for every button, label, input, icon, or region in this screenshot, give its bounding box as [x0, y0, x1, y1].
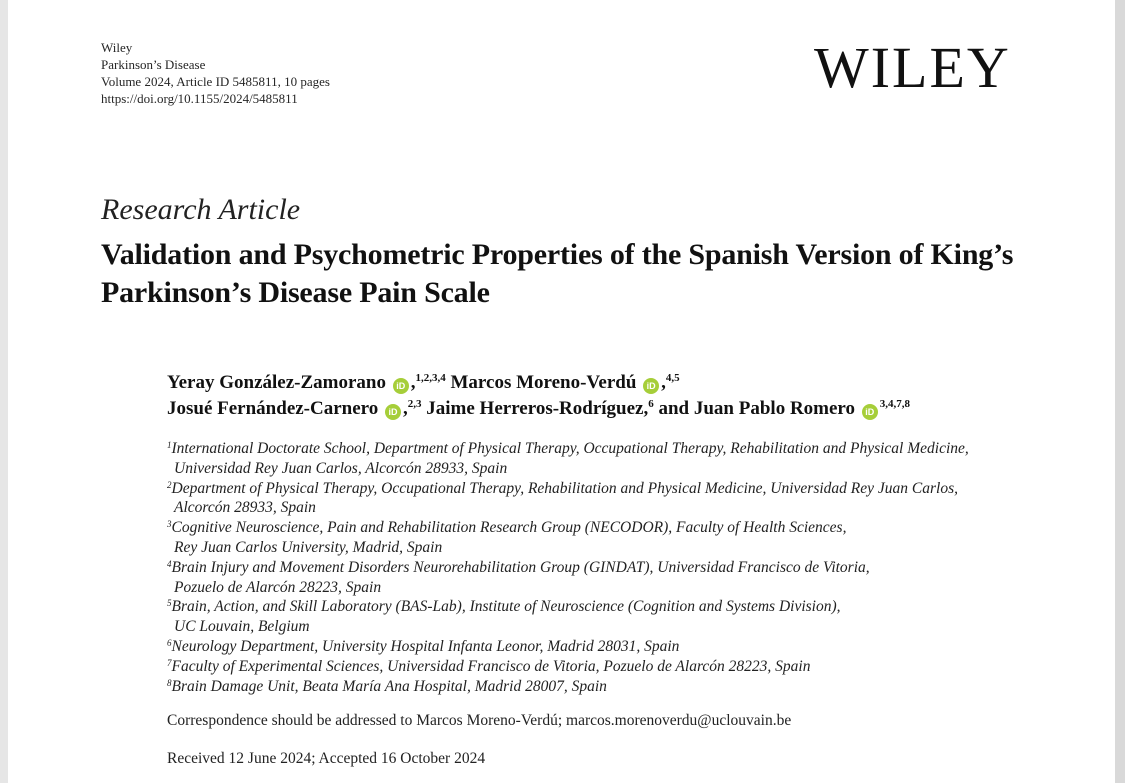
affiliation-item: $^2$Department of Physical Therapy, Occupational Therapy, Rehabilitation and Physical Medicine, Universidad Rey Juan Carlos, Alcorcón 28933, Spain [167, 479, 958, 517]
journal-header [101, 39, 330, 107]
orcid-icon[interactable]: iD [643, 378, 659, 394]
journal-name: Parkinson’s Disease [101, 57, 206, 72]
received-dates: Received 12 June 2024; Accepted 16 October 2024 [167, 750, 486, 767]
correspondence-line: Correspondence should be addressed to Marcos Moreno-Verdú; marcos.morenoverdu@uclouvain.be [167, 712, 792, 729]
author-affiliation-refs: 4,5 [665, 372, 680, 384]
volume-info: Volume 2024, Article ID 5485811, 10 pages [101, 74, 330, 89]
author-name[interactable]: Yeray González-Zamorano [167, 372, 386, 393]
orcid-icon[interactable]: iD [385, 404, 401, 420]
author-name[interactable]: Josué Fernández-Carnero [167, 398, 379, 419]
doi-link[interactable]: https://doi.org/10.1155/2024/5485811 [101, 91, 298, 106]
affiliation-item: $^3$Cognitive Neuroscience, Pain and Rehabilitation Research Group (NECODOR), Faculty of Health Sciences, Rey Juan Carlos University, Madrid, Spain [167, 519, 847, 556]
author-name[interactable]: Jaime Herreros-Rodríguez [426, 398, 644, 419]
article-type: Research Article [101, 193, 301, 226]
orcid-icon[interactable]: iD [393, 378, 409, 394]
affiliation-item: $^1$International Doctorate School, Department of Physical Therapy, Occupational Therapy, Rehabilitation and Physical Medicine, Universidad Rey Juan Carlos, Alcorcón 28933, Spain [167, 440, 969, 477]
author-name[interactable]: Juan Pablo Romero [693, 398, 856, 419]
author-affiliation-refs: 1,2,3,4 [415, 372, 446, 384]
viewer-left-margin [0, 0, 8, 783]
wiley-logo: WILEY [814, 35, 1011, 100]
paper-page [8, 0, 1115, 783]
publisher-name: Wiley [101, 40, 133, 55]
affiliation-item: $^8$Brain Damage Unit, Beata María Ana Hospital, Madrid 28007, Spain [167, 677, 607, 695]
author-line-1: Yeray González-Zamorano iD ,$^{1,2,3,4}$ Marcos Moreno-Verdú iD ,$^{4,5}$ [167, 372, 680, 393]
affiliation-item: $^6$Neurology Department, University Hospital Infanta Leonor, Madrid 28031, Spain [167, 637, 680, 655]
author-affiliation-refs: 3,4,7,8 [879, 398, 911, 410]
viewer-scrollbar[interactable] [1115, 0, 1125, 783]
orcid-icon[interactable]: iD [862, 404, 878, 420]
article-title: Validation and Psychometric Properties of the Spanish Version of King’s Parkinson’s Disease Pain Scale [101, 238, 1014, 309]
affiliation-item: $^5$Brain, Action, and Skill Laboratory (BAS-Lab), Institute of Neuroscience (Cognition and Systems Division), UC Louvain, Belgium [167, 598, 841, 636]
affiliation-item: $^7$Faculty of Experimental Sciences, Universidad Francisco de Vitoria, Pozuelo de Alarcón 28223, Spain [167, 657, 811, 675]
author-name[interactable]: Marcos Moreno-Verdú [450, 372, 637, 393]
author-affiliation-refs: 2,3 [407, 398, 422, 410]
affiliation-item: $^4$Brain Injury and Movement Disorders Neurorehabilitation Group (GINDAT), Universidad Francisco de Vitoria, Pozuelo de Alarcón 28223, Spain [167, 558, 870, 596]
affiliation-list [167, 439, 1067, 696]
author-affiliation-refs: 6 [648, 398, 654, 410]
author-line-2: Josué Fernández-Carnero iD ,$^{2,3}$ Jaime Herreros-Rodríguez,$^6$ and Juan Pablo Romero iD$^{3,4,7,8}$ [167, 398, 911, 419]
author-list [167, 370, 1067, 422]
